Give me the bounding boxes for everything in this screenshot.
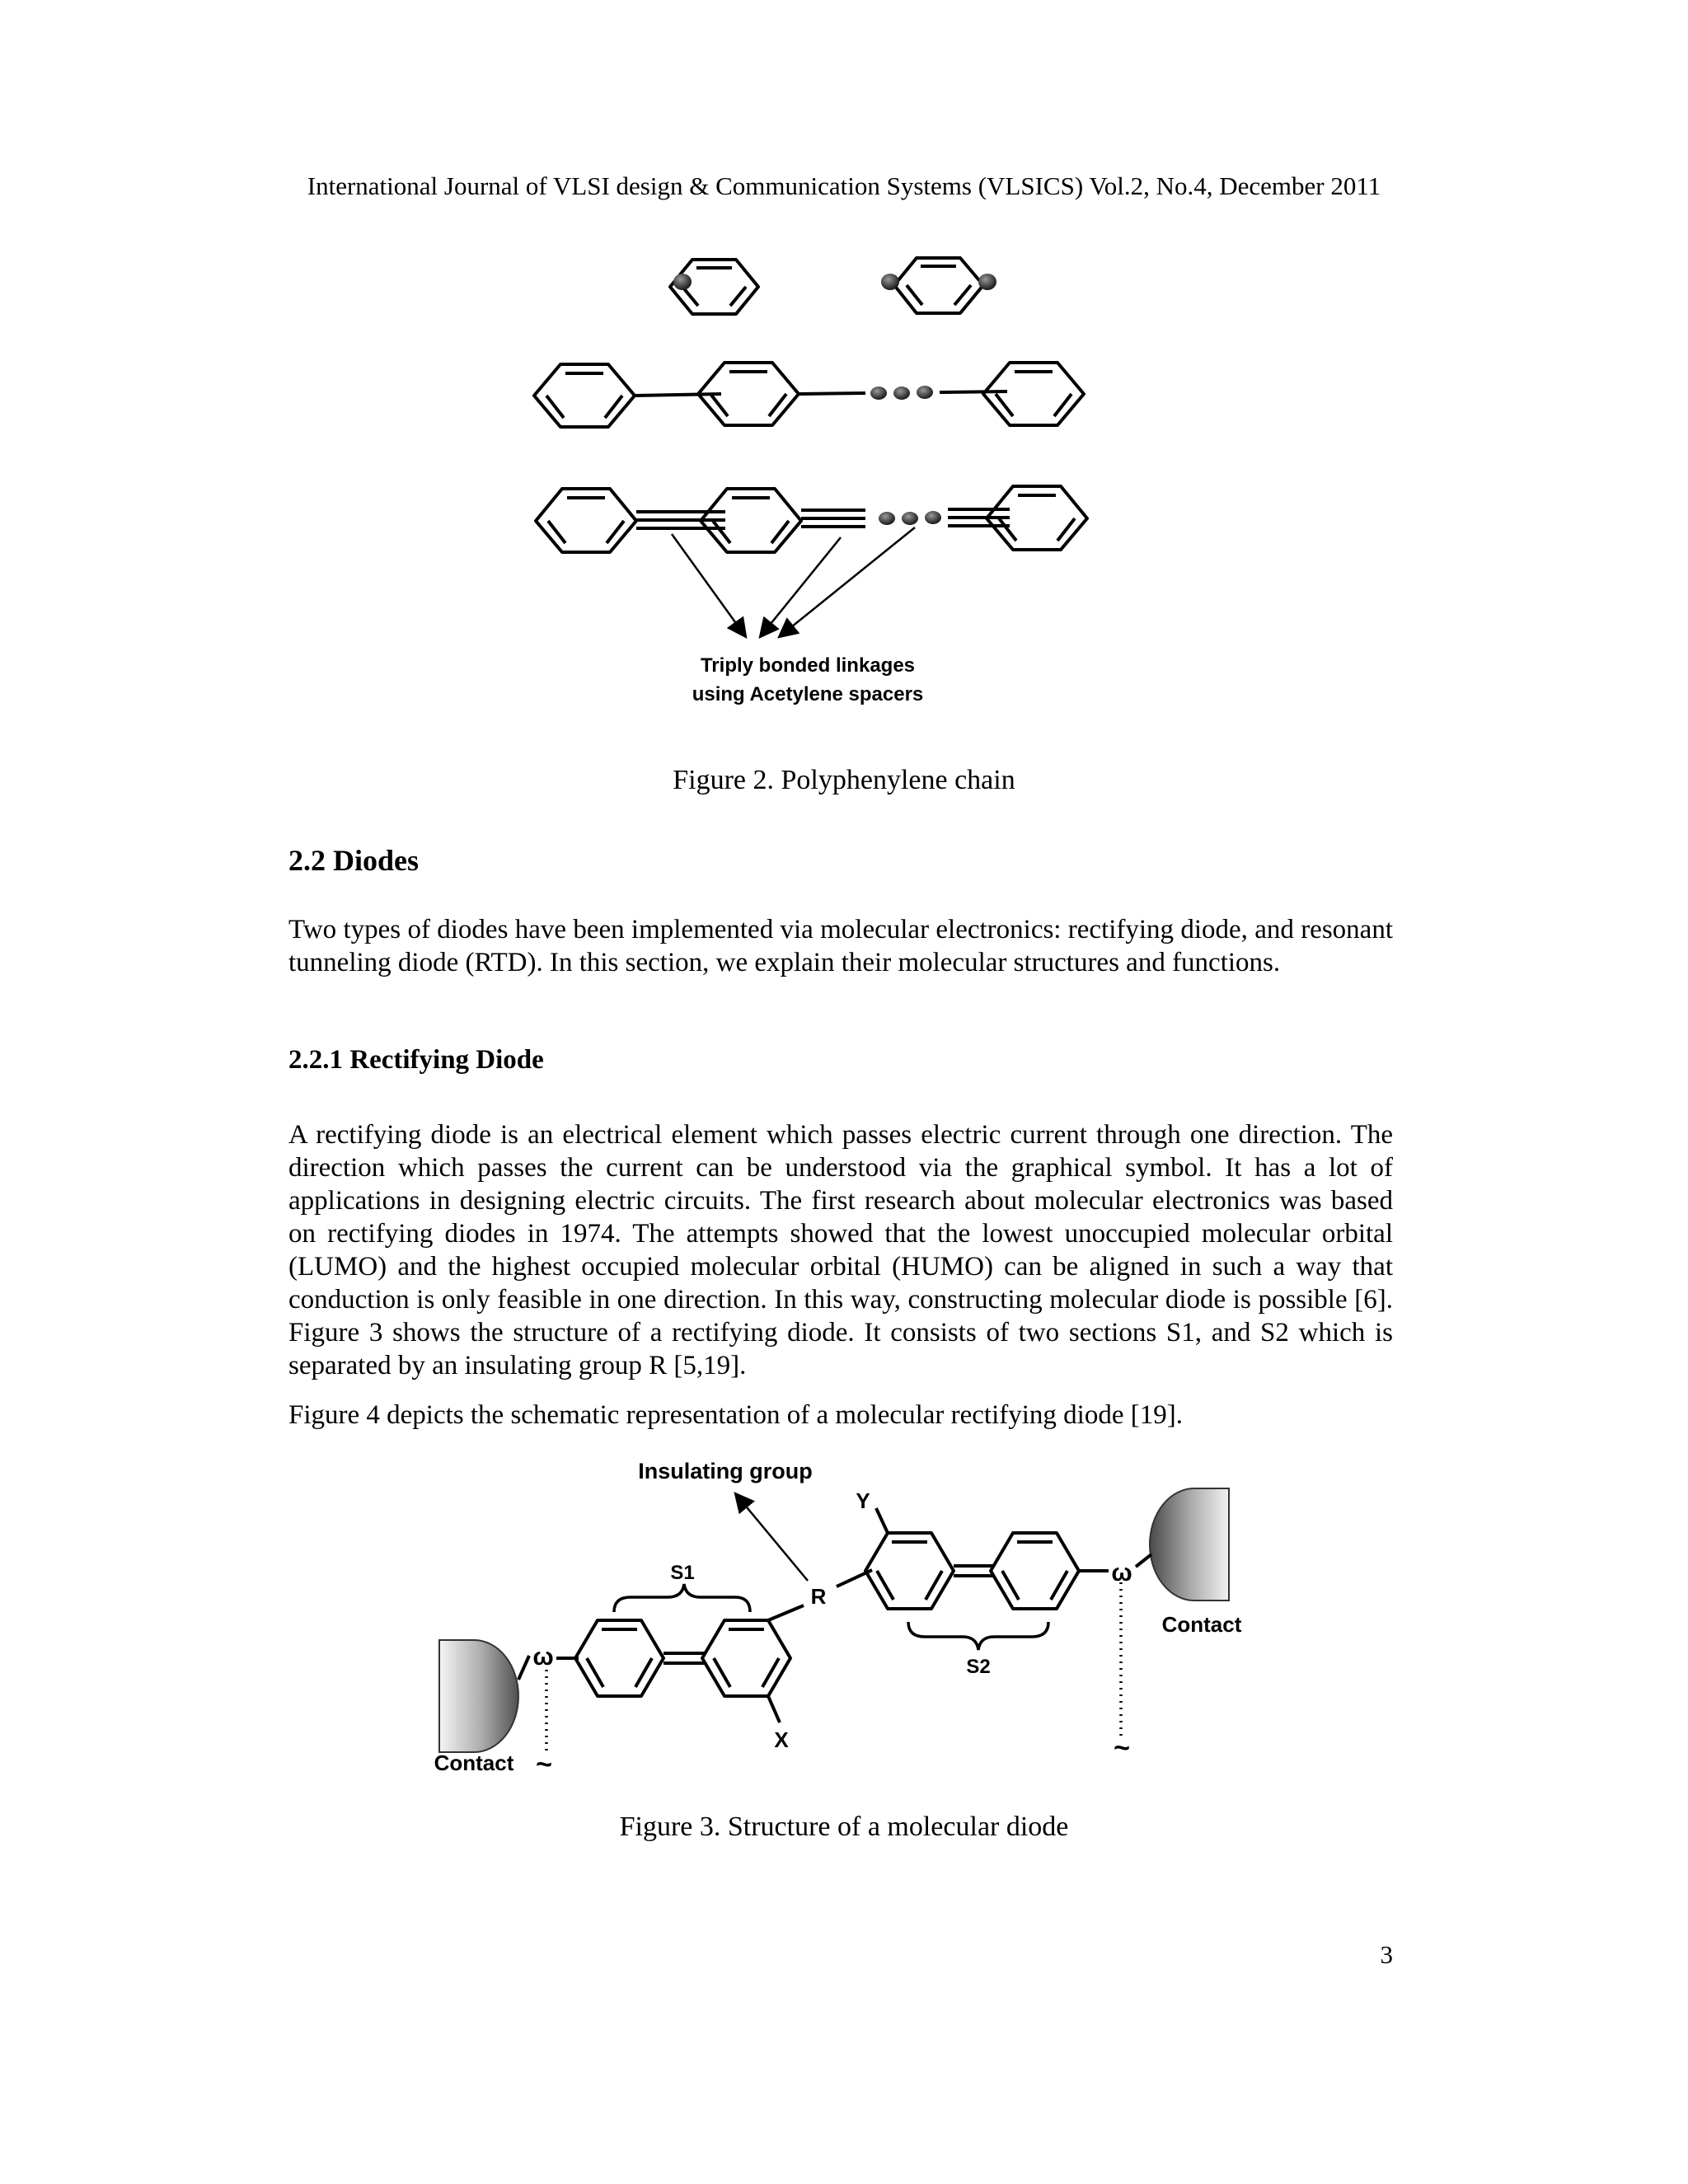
chain-continuation-dots-1 — [870, 386, 933, 400]
molecular-diode-diagram — [0, 1451, 1688, 1797]
insulating-group-arrow — [735, 1493, 808, 1581]
insulating-group-label: Insulating group — [638, 1459, 813, 1483]
linkage-arrows — [672, 527, 915, 637]
linkage-label-line-1: Triply bonded linkages — [700, 654, 916, 677]
contact-right-label: Contact — [1161, 1612, 1242, 1637]
s2-label: S2 — [966, 1656, 991, 1678]
x-label: X — [774, 1727, 789, 1752]
s1-brace — [614, 1584, 750, 1612]
omega-left-label: ω — [532, 1643, 554, 1671]
figure-2-caption: Figure 2. Polyphenylene chain — [673, 765, 1015, 795]
triple-bonded-chain — [536, 486, 1087, 552]
figure-3 — [0, 1451, 1688, 1797]
running-head: International Journal of VLSI design & Communication Systems (VLSICS) Vol.2, No.4, December 2011 — [307, 171, 1381, 200]
polyphenylene-chain-diagram — [0, 231, 1688, 725]
subsection-paragraph-1: A rectifying diode is an electrical element which passes electric current through one direction. The direction which passes the current can be understood via the graphical symbol. It has a lot of applications in designing electric circuits. The first research about molecular electronics was based on rectifying diodes in 1974. The attempts showed that the lowest unoccupied molecular orbital (LUMO) and the highest occupied molecular orbital (HUMO) can be aligned in such a way that conduction is only feasible in one direction. In this way, constructing molecular diode is possible [6]. Figure 3 shows the structure of a rectifying diode. It consists of two sections S1, and S2 which is separated by an insulating group R [5,19]. — [288, 1120, 1393, 1380]
figure-3-caption: Figure 3. Structure of a molecular diode — [619, 1811, 1069, 1842]
figure-2 — [0, 231, 1688, 725]
subsection-heading: 2.2.1 Rectifying Diode — [288, 1045, 544, 1075]
page-number: 3 — [1380, 1940, 1393, 1969]
chain-continuation-dots-2 — [879, 511, 941, 525]
omega-right-label: ω — [1111, 1559, 1132, 1586]
left-contact — [439, 1640, 518, 1752]
contact-left-label: Contact — [434, 1750, 514, 1775]
r-label: R — [810, 1584, 827, 1609]
y-label: Y — [856, 1488, 870, 1513]
benzene-dianion — [881, 258, 996, 313]
single-bonded-chain — [534, 363, 1084, 427]
tilde-left-label: ~ — [536, 1749, 552, 1780]
section-paragraph: Two types of diodes have been implemented via molecular electronics: rectifying diode, and resonant tunneling diode (RTD). In this section, we explain their molecular structures and functions. — [288, 915, 1393, 977]
section-heading: 2.2 Diodes — [288, 844, 420, 877]
subsection-paragraph-2: Figure 4 depicts the schematic representation of a molecular rectifying diode [19]. — [288, 1400, 1183, 1430]
right-contact — [1150, 1488, 1229, 1601]
s1-label: S1 — [670, 1562, 695, 1584]
linkage-label-line-2: using Acetylene spacers — [692, 683, 924, 705]
benzene-anion-1 — [670, 260, 758, 314]
s2-brace — [908, 1622, 1048, 1650]
tilde-right-label: ~ — [1114, 1732, 1130, 1764]
diode-molecule-bonds — [518, 1508, 1151, 1722]
